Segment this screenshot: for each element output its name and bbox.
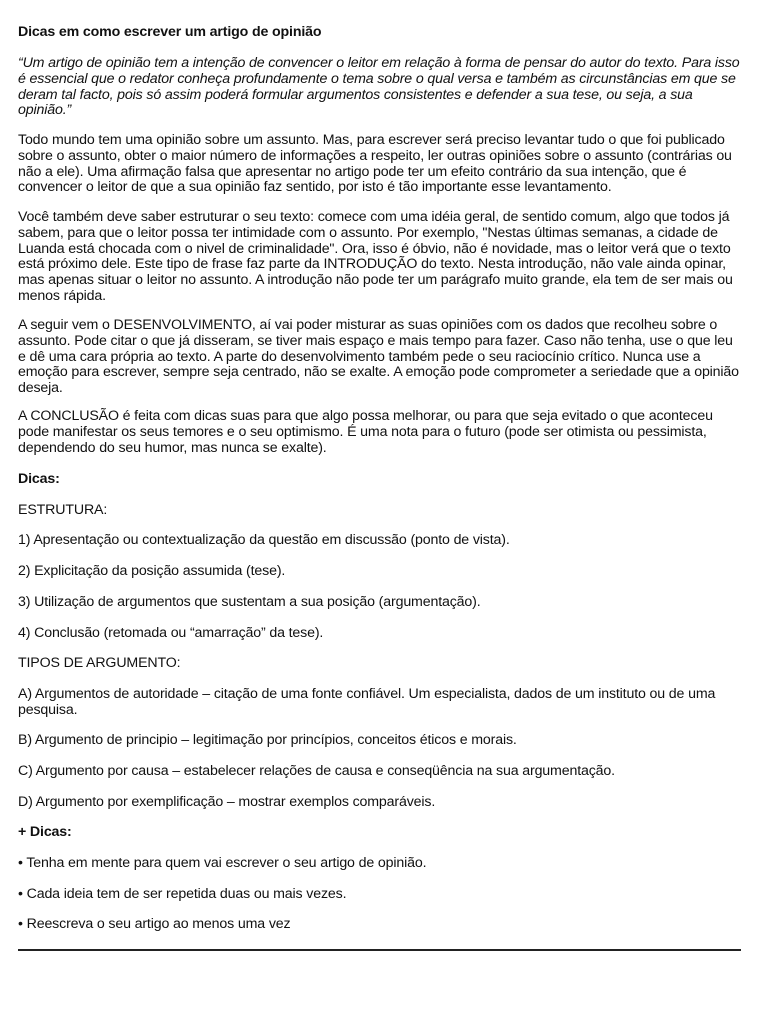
mais-dicas-item: • Cada ideia tem de ser repetida duas ou mais vezes. [18,886,347,902]
tipos-item: A) Argumentos de autoridade – citação de uma fonte confiável. Um especialista, dados de um instituto ou de uma pesquisa. [18,686,716,718]
estrutura-item: 1) Apresentação ou contextualização da questão em discussão (ponto de vista). [18,532,510,548]
paragraph-development: A seguir vem o DESENVOLVIMENTO, aí vai poder misturar as suas opiniões com os dados que recolheu sobre o assunto. Pode citar o que já disseram, se tiver mais espaço e mais tempo para fazer. Caso não tenha, use o que leu e dê uma cara própria ao texto. A parte do desenvolvimento também pede o seu raciocínio crítico. Nunca use a emoção para escrever, sempre seja centrado, não se exalte. A emoção pode comprometer a seriedade que a opinião deseja. [18,317,739,397]
mais-dicas-item: • Reescreva o seu artigo ao menos uma vez [18,916,291,932]
paragraph-conclusion: A CONCLUSÃO é feita com dicas suas para que algo possa melhorar, ou para que seja evitado o que aconteceu pode manifestar os seus temores e o seu optimismo. É uma nota para o futuro (pode ser otimista ou pessimista, dependendo do seu humor, mas nunca se exalte). [18,408,713,456]
intro-quote: “Um artigo de opinião tem a intenção de convencer o leitor em relação à forma de pensar do autor do texto. Para isso é essencial que o redator conheça profundamente o tema sobre o qual versa e também as circunstâncias em que se deram tal facto, pois só assim poderá formular argumentos consistentes e defender a sua tese, ou seja, a sua opinião.” [18,55,740,119]
mais-dicas-item: • Tenha em mente para quem vai escrever o seu artigo de opinião. [18,855,427,871]
tipos-heading: TIPOS DE ARGUMENTO: [18,655,181,671]
document-title: Dicas em como escrever um artigo de opinião [18,24,322,40]
estrutura-heading: ESTRUTURA: [18,502,108,518]
paragraph-introduction: Você também deve saber estruturar o seu texto: comece com uma idéia geral, de sentido comum, algo que todos já sabem, para que o leitor possa ter intimidade com o assunto. Por exemplo, "Nestas últimas semanas, a cidade de Luanda está chocada com o nivel de criminalidade". Ora, isso é óbvio, não é novidade, mas o leitor verá que o texto está próximo dele. Este tipo de frase faz parte da INTRODUÇÃO do texto. Nesta introdução, não vale ainda opinar, mas apenas situar o leitor no assunto. A introdução não pode ter um parágrafo muito grande, ela tem de ser mais ou menos rápida. [18,209,733,304]
tipos-item: C) Argumento por causa – estabelecer relações de causa e conseqüência na sua argumentação. [18,763,615,779]
paragraph-research: Todo mundo tem uma opinião sobre um assunto. Mas, para escrever será preciso levantar tudo o que foi publicado sobre o assunto, obter o maior número de informações a respeito, ler outras opiniões sobre o assunto (contrárias ou não a ele). Uma afirmação falsa que apresentar no artigo pode ter um efeito contrário da sua intenção, que é convencer o leitor de que a sua opinião faz sentido, por isto é tão importante esse levantamento. [18,132,732,196]
horizontal-rule [18,949,741,951]
mais-dicas-heading: + Dicas: [18,824,72,840]
estrutura-item: 3) Utilização de argumentos que sustentam a sua posição (argumentação). [18,594,481,610]
estrutura-item: 2) Explicitação da posição assumida (tese). [18,563,286,579]
tipos-item: B) Argumento de principio – legitimação por princípios, conceitos éticos e morais. [18,732,517,748]
dicas-heading: Dicas: [18,471,60,487]
estrutura-item: 4) Conclusão (retomada ou “amarração” da tese). [18,625,324,641]
tipos-item: D) Argumento por exemplificação – mostrar exemplos comparáveis. [18,794,436,810]
